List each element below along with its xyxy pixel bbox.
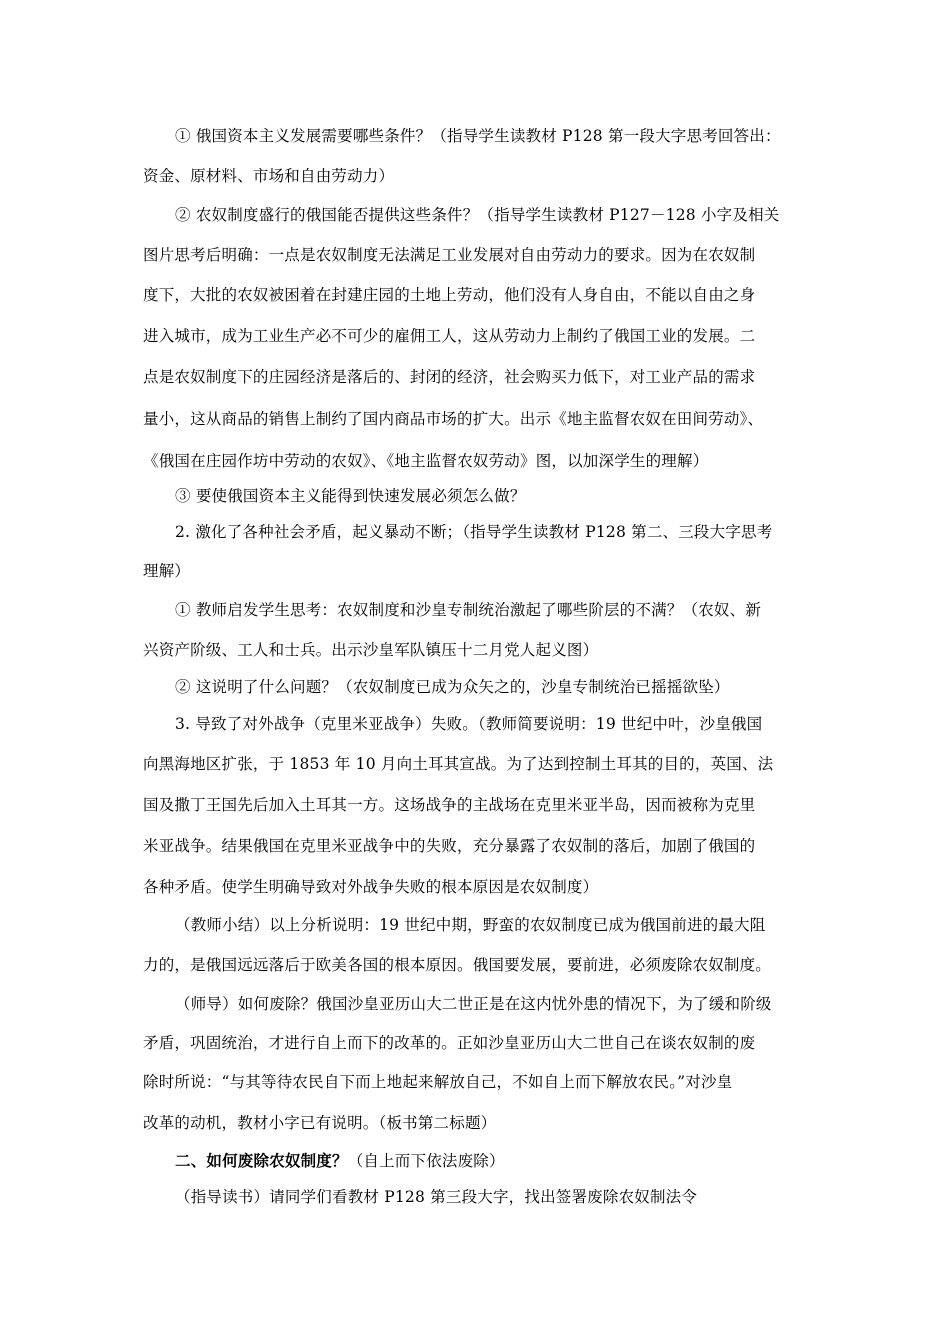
paragraph-line: 理解）	[143, 562, 191, 580]
paragraph-line: 向黑海地区扩张，于 1853 年 10 月向土耳其宣战。为了达到控制土耳其的目的，英国、法	[143, 755, 774, 773]
paragraph-line: 3. 导致了对外战争（克里米亚战争）失败。（教师简要说明：19 世纪中叶，沙皇俄国	[175, 715, 763, 733]
paragraph-line: 《俄国在庄园作坊中劳动的农奴》、《地主监督农奴劳动》图，以加深学生的理解）	[143, 452, 709, 470]
paragraph-line: 图片思考后明确：一点是农奴制度无法满足工业发展对自由劳动力的要求。因为在农奴制	[143, 246, 756, 264]
paragraph-line: 各种矛盾。使学生明确导致对外战争失败的根本原因是农奴制度）	[143, 878, 599, 896]
paragraph-line: 2. 激化了各种社会矛盾，起义暴动不断；（指导学生读教材 P128 第二、三段大字思考	[175, 523, 773, 541]
paragraph-line: 兴资产阶级、工人和士兵。出示沙皇军队镇压十二月党人起义图）	[143, 641, 599, 659]
paragraph-line: （教师小结）以上分析说明：19 世纪中期，野蛮的农奴制度已成为俄国前进的最大阻	[175, 916, 766, 934]
section-heading	[175, 1150, 505, 1172]
paragraph-line: 力的，是俄国远远落后于欧美各国的根本原因。俄国要发展，要前进，必须废除农奴制度。	[143, 956, 772, 974]
paragraph-line: ① 俄国资本主义发展需要哪些条件？（指导学生读教材 P128 第一段大字思考回答出：	[175, 127, 781, 145]
paragraph-line: ② 农奴制度盛行的俄国能否提供这些条件？（指导学生读教材 P127－128 小字及相关	[175, 206, 780, 224]
paragraph-line: （指导读书）请同学们看教材 P128 第三段大字，找出签署废除农奴制法令	[175, 1188, 698, 1206]
section-heading-title: 二、如何废除农奴制度？	[175, 1151, 348, 1170]
paragraph-line: 点是农奴制度下的庄园经济是落后的、封闭的经济，社会购买力低下，对工业产品的需求	[143, 368, 756, 386]
paragraph-line: 国及撒丁王国先后加入土耳其一方。这场战争的主战场在克里米亚半岛，因而被称为克里	[143, 796, 756, 814]
paragraph-line: 量小，这从商品的销售上制约了国内商品市场的扩大。出示《地主监督农奴在田间劳动》、	[143, 410, 764, 428]
paragraph-line: 度下，大批的农奴被困着在封建庄园的土地上劳动，他们没有人身自由，不能以自由之身	[143, 286, 756, 304]
paragraph-line: ③ 要使俄国资本主义能得到快速发展必须怎么做？	[175, 487, 526, 505]
paragraph-line: 资金、原材料、市场和自由劳动力）	[143, 167, 395, 185]
paragraph-line: 米亚战争。结果俄国在克里米亚战争中的失败，充分暴露了农奴制的落后，加剧了俄国的	[143, 837, 756, 855]
paragraph-line: ① 教师启发学生思考：农奴制度和沙皇专制统治激起了哪些阶层的不满？（农奴、新	[175, 601, 762, 619]
paragraph-line: 进入城市，成为工业生产必不可少的雇佣工人，这从劳动力上制约了俄国工业的发展。二	[143, 327, 756, 345]
paragraph-line: 矛盾，巩固统治，才进行自上而下的改革的。正如沙皇亚历山大二世自己在谈农奴制的废	[143, 1034, 756, 1052]
paragraph-line: 改革的动机，教材小字已有说明。（板书第二标题）	[143, 1114, 497, 1132]
paragraph-line: ② 这说明了什么问题？（农奴制度已成为众矢之的，沙皇专制统治已摇摇欲坠）	[175, 678, 730, 696]
section-heading-note: （自上而下依法废除）	[347, 1152, 505, 1170]
paragraph-line: 除时所说：“与其等待农民自下而上地起来解放自己，不如自上而下解放农民。”对沙皇	[143, 1073, 733, 1091]
paragraph-line: （师导）如何废除？俄国沙皇亚历山大二世正是在这内忧外患的情况下，为了缓和阶级	[175, 995, 772, 1013]
